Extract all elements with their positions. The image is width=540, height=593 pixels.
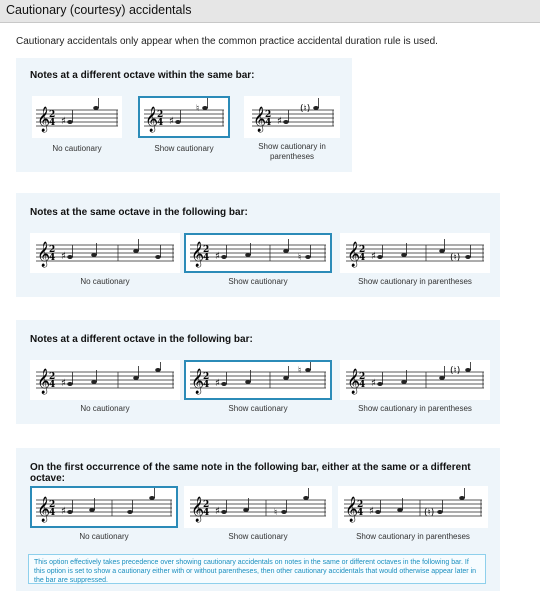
page-header [0,0,540,23]
svg-text:4: 4 [49,508,56,518]
staff-example [184,360,332,400]
svg-text:4: 4 [203,508,210,518]
svg-text:𝄞: 𝄞 [347,369,361,394]
svg-text:(♮): (♮) [450,253,461,263]
svg-text:♯: ♯ [371,251,376,262]
svg-text:2: 2 [265,110,272,120]
svg-text:(♮): (♮) [450,366,461,376]
svg-text:4: 4 [359,380,366,390]
svg-text:♯: ♯ [277,116,282,127]
svg-text:𝄞: 𝄞 [191,497,205,522]
staff-example [184,486,332,528]
svg-text:𝄞: 𝄞 [191,369,205,394]
option-caption: No cautionary [52,144,102,153]
svg-text:2: 2 [359,372,366,382]
music-staff-graphic [246,98,338,136]
staff-example [184,233,332,273]
svg-text:𝄞: 𝄞 [37,242,51,267]
svg-text:♯: ♯ [61,506,66,517]
option-caption: Show cautionary [228,404,288,413]
music-staff-graphic [32,488,176,526]
svg-text:𝄞: 𝄞 [191,242,205,267]
svg-text:2: 2 [203,372,210,382]
option-show-cautionary-parentheses[interactable] [244,96,340,176]
svg-text:♯: ♯ [371,378,376,389]
staff-example [244,96,340,138]
music-staff-graphic [342,235,488,271]
music-staff-graphic [34,98,120,136]
svg-text:4: 4 [359,253,366,263]
option-caption: Show cautionary in parentheses [358,277,472,286]
svg-text:𝄞: 𝄞 [37,497,51,522]
group-title: Notes at a different octave within the same bar: [30,70,255,81]
svg-text:(♮): (♮) [300,104,311,114]
music-staff-graphic [32,235,178,271]
music-staff-graphic [186,488,330,526]
svg-text:𝄞: 𝄞 [345,497,359,522]
svg-text:4: 4 [49,118,56,128]
svg-text:𝄞: 𝄞 [37,369,51,394]
music-staff-graphic [342,362,488,398]
option-show-cautionary-parentheses[interactable] [340,360,490,420]
option-caption: Show cautionary in parentheses [258,142,326,161]
music-staff-graphic [140,98,228,136]
option-no-cautionary[interactable] [30,486,178,548]
music-staff-graphic [340,488,486,526]
svg-text:2: 2 [49,500,56,510]
option-caption: Show cautionary in parentheses [358,404,472,413]
intro-text: Cautionary accidentals only appear when the common practice accidental duration rule is used. [16,36,438,47]
svg-text:♯: ♯ [215,506,220,517]
svg-text:𝄞: 𝄞 [347,242,361,267]
option-caption: Show cautionary [228,532,288,541]
staff-example [30,360,180,400]
group-different-octave-following-bar [16,320,500,424]
staff-example [138,96,230,138]
svg-text:4: 4 [49,380,56,390]
staff-example [340,233,490,273]
music-staff-graphic [32,362,178,398]
svg-text:4: 4 [203,380,210,390]
info-note: This option effectively takes precedence over showing cautionary accidentals on notes in the same or different octaves in the following bar. If this option is set to show a cautionary either with or without parentheses, then other cautionary accidentals that would otherwise appear later in the bar are suppressed. [28,554,486,584]
svg-text:2: 2 [203,500,210,510]
option-show-cautionary[interactable] [184,233,332,293]
option-no-cautionary[interactable] [30,360,180,420]
svg-text:𝄞: 𝄞 [253,107,267,132]
svg-text:4: 4 [49,253,56,263]
svg-text:♮: ♮ [298,253,302,263]
staff-example [30,233,180,273]
option-show-cautionary-parentheses[interactable] [338,486,488,548]
svg-text:4: 4 [157,118,164,128]
staff-example [340,360,490,400]
svg-text:2: 2 [357,500,364,510]
group-title: On the first occurrence of the same note in the following bar, either at the same or a different octave: [30,462,471,484]
staff-example [32,96,122,138]
svg-text:2: 2 [49,245,56,255]
svg-text:♯: ♯ [215,378,220,389]
svg-text:2: 2 [359,245,366,255]
svg-text:♮: ♮ [274,508,278,518]
svg-text:𝄞: 𝄞 [145,107,159,132]
option-no-cautionary[interactable] [32,96,122,176]
group-title: Notes at a different octave in the following bar: [30,334,253,345]
option-caption: Show cautionary [154,144,214,153]
option-caption: Show cautionary [228,277,288,286]
svg-text:4: 4 [357,508,364,518]
group-same-octave-following-bar [16,193,500,297]
svg-text:2: 2 [157,110,164,120]
svg-text:♮: ♮ [298,366,302,376]
option-show-cautionary[interactable] [184,486,332,548]
svg-text:𝄞: 𝄞 [37,107,51,132]
svg-text:♯: ♯ [215,251,220,262]
option-caption: No cautionary [79,532,129,541]
svg-text:(♮): (♮) [424,508,435,518]
group-different-octave-same-bar [16,58,352,172]
svg-text:♯: ♯ [61,251,66,262]
svg-text:4: 4 [265,118,272,128]
music-staff-graphic [186,235,330,271]
music-staff-graphic [186,362,330,398]
svg-text:♯: ♯ [369,506,374,517]
staff-example [338,486,488,528]
svg-text:2: 2 [49,110,56,120]
svg-text:♯: ♯ [61,116,66,127]
group-title: Notes at the same octave in the following bar: [30,207,248,218]
option-no-cautionary[interactable] [30,233,180,293]
page-title: Cautionary (courtesy) accidentals [6,3,192,17]
option-show-cautionary-parentheses[interactable] [340,233,490,293]
svg-text:2: 2 [203,245,210,255]
option-caption: No cautionary [80,404,130,413]
svg-text:♮: ♮ [196,104,200,114]
svg-text:4: 4 [203,253,210,263]
option-show-cautionary[interactable] [138,96,230,176]
staff-example [30,486,178,528]
option-show-cautionary[interactable] [184,360,332,420]
option-caption: Show cautionary in parentheses [356,532,470,541]
option-caption: No cautionary [80,277,130,286]
svg-text:♯: ♯ [61,378,66,389]
svg-text:2: 2 [49,372,56,382]
svg-text:♯: ♯ [169,116,174,127]
